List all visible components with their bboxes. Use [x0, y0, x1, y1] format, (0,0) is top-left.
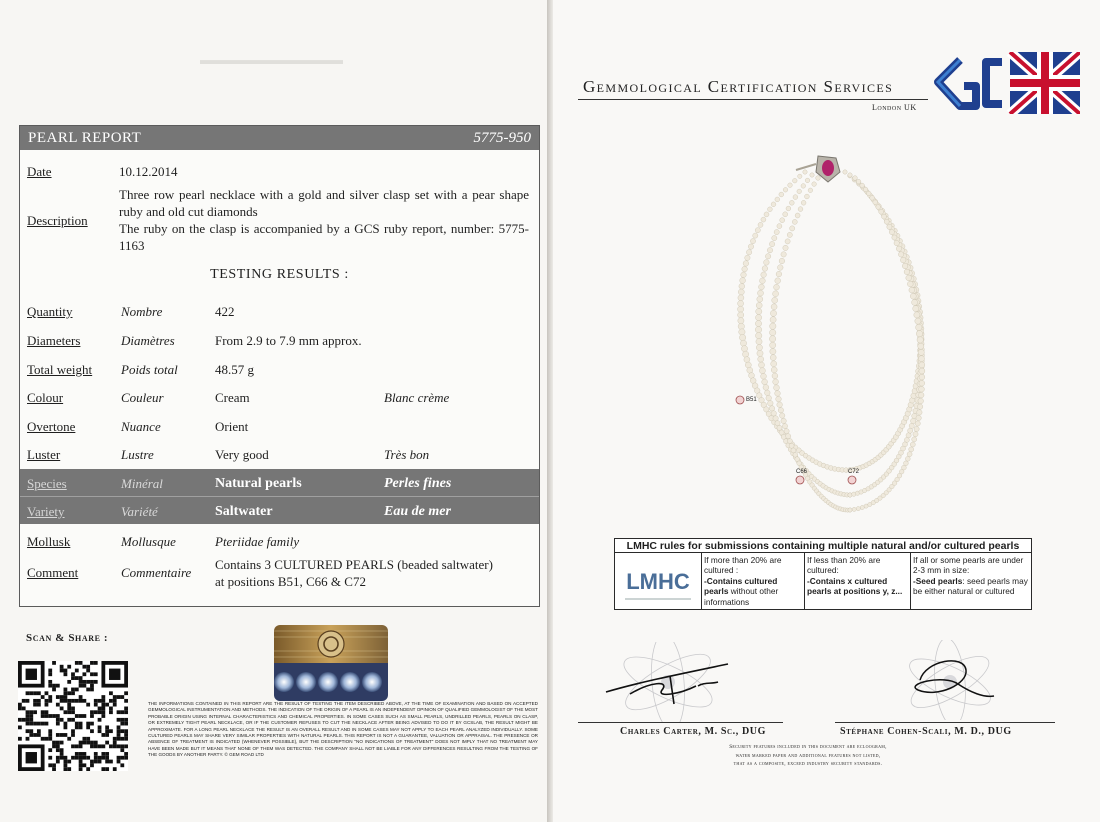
pearl [919, 386, 925, 392]
pearl [771, 361, 777, 367]
species-value: Natural pearls [215, 476, 302, 491]
pearl [848, 173, 852, 177]
pearl [775, 391, 781, 397]
pearl [781, 418, 786, 423]
lmhc-c2-b2: pearls at positions y, z... [807, 586, 903, 597]
comment-value [215, 556, 493, 590]
pearl [894, 240, 899, 245]
pearl [746, 250, 751, 255]
lmhc-c2-l2: cultured: [807, 565, 839, 576]
result-value: Cream [215, 390, 250, 405]
pearl [776, 396, 782, 402]
pearl [739, 329, 745, 335]
description-value [119, 186, 529, 254]
pearl [773, 416, 778, 421]
pearl [745, 255, 750, 260]
mollusk-fr: Mollusque [121, 534, 176, 549]
lmhc-logo-text: LMHC [626, 569, 690, 594]
brand-rule [578, 99, 928, 100]
lmhc-title: LMHC rules for submissions containing multiple natural and/or cultured pearls [615, 539, 1031, 553]
mollusk-label: Mollusk [27, 534, 71, 549]
pearl [753, 233, 758, 238]
pearl [803, 170, 807, 174]
hologram-seal [274, 625, 388, 701]
pearl [768, 207, 773, 212]
cultured-pearl-marker [796, 476, 804, 484]
pearl [767, 248, 772, 253]
pearl [792, 219, 797, 224]
pearl [758, 222, 763, 227]
pearl [919, 380, 925, 386]
pearl [785, 239, 790, 244]
result-fr-label: Diamètres [121, 333, 175, 348]
pearl [758, 290, 764, 296]
lmhc-c1-b1: -Contains cultured [704, 575, 778, 586]
pearl [801, 184, 806, 189]
pearl [812, 182, 817, 187]
pearl [918, 343, 924, 349]
left-signatory-name: Charles Carter, M. Sc., DUG [620, 726, 766, 737]
pearl [904, 461, 909, 466]
comment-fr: Commentaire [121, 565, 192, 580]
disclaimer-text: THE INFORMATIONS CONTAINED IN THIS REPORT ARE THE RESULT OF TESTING THE ITEM DESCRIBED ABOVE, AT THE TIME OF EXAMINATION AND BASED ON ACCEPTED GEMMOLOGICAL INSTRUMENTATION AND METHODS. THE INDICATION OF THE ORIGIN OF A PEARL IS AN INDEPENDENT OPINION OF QUALIFIED GEMMOLOGIST OF THE MOST PROBABLE ORIGIN USING INTERNAL CHARACTERISTICS AND CHEMICAL PROPERTIES. IN SOME CASES SUCH AS SMALL PEARLS, UNDRILLED PEARLS, PEARLS ON CLASP, OR EXTREMELY TIGHT PEARL NECKLACE, OR IF THE CUSTOMER REFUSES TO CUT THE NECKLACE AFTER BEING ADVISED TO DO IT BY GCSLAB, THE RESULT MIGHT BE APPROXIMATE. FOR A LONG PEARL NECKLACE THE RESULT IS AN OVERALL RESULT AND IN SOME CASES MAY NOT APPLY TO EACH PEARL ANALYZED INDIVIDUALLY. SOME CULTURED PEARLS MAY SHARE VERY SIMILAR PROPERTIES WITH NATURAL PEARLS. THIS REPORT IS NOT A GUARANTEE, VALUATION OR APPRAISAL. THE PRESENCE OR ABSENCE OF TREATMENT IS INDICATED (WHENEVER POSSIBLE), BUT THE DESCRIPTION "NO INDICATIONS OF TREATMENT" DOES NOT IMPLY THAT NO TREATMENT MAY HAVE BEEN MADE BUT IT MEANS THAT NONE OF THEM WAS DETECTED. THE COMPANY SHALL NOT BE LIABLE FOR ANY DIFFERENCES RESULTING FROM THE TESTING OF THE GOODS BY ANOTHER PARTY. © GEM ROAD LTD [148, 701, 538, 758]
lmhc-rules-box [614, 538, 1032, 610]
pearl [908, 428, 913, 433]
variety-value: Saltwater [215, 504, 273, 519]
pearl [919, 356, 925, 362]
pearl [913, 432, 918, 437]
pearl [780, 413, 785, 418]
result-fr-label: Couleur [121, 390, 164, 405]
pearl [783, 245, 788, 250]
pearl [775, 421, 780, 426]
pearl [912, 299, 918, 305]
left-signature-rule [578, 722, 783, 723]
pearl [770, 310, 776, 316]
pearl [776, 271, 782, 277]
pearl [762, 379, 768, 385]
lmhc-col-under-20 [804, 555, 910, 597]
pearl [761, 272, 767, 278]
result-fr-label: Nuance [121, 419, 161, 434]
pearl [900, 257, 906, 263]
brand-name: Gemmological Certification Services [583, 77, 894, 96]
pearl-necklace-photo [700, 150, 960, 515]
pearl [805, 178, 810, 183]
pearl [856, 507, 860, 511]
pearl [738, 295, 744, 301]
pearl [786, 434, 791, 439]
pearl [761, 373, 767, 379]
pearl [741, 346, 747, 352]
pearl [770, 348, 776, 354]
pearl [755, 321, 761, 327]
pearl [744, 357, 750, 363]
pearl [793, 178, 798, 183]
pearl [914, 426, 919, 431]
pearl [784, 429, 789, 434]
pearl [913, 306, 919, 312]
pearl [778, 265, 784, 271]
pearl [772, 236, 777, 241]
brand-location: London UK [872, 103, 917, 112]
comment-line-1: Contains 3 CULTURED PEARLS (beaded saltwater) [215, 557, 493, 572]
result-fr-label: Nombre [121, 304, 163, 319]
pearl [738, 318, 744, 324]
pearl [916, 324, 922, 330]
right-signature-rule [835, 722, 1055, 723]
pearl [768, 401, 774, 407]
pearl [904, 437, 909, 442]
pearl [915, 421, 920, 426]
lmhc-c1-tail: without other [728, 586, 779, 597]
pearl [867, 191, 872, 196]
pearl [740, 278, 746, 284]
pearl [791, 448, 796, 453]
pearl [770, 323, 776, 329]
report-number: 5775-950 [473, 129, 531, 146]
lmhc-c2-b1: -Contains x cultured [807, 575, 888, 586]
pearl [782, 424, 787, 429]
pearl [770, 355, 776, 361]
pearl [912, 437, 917, 442]
comment-line-2: at positions B51, C66 & C72 [215, 574, 366, 589]
pearl [750, 239, 755, 244]
pearl [770, 342, 776, 348]
pearl [884, 219, 889, 224]
pearl [902, 465, 907, 470]
pearl [909, 423, 914, 428]
pearl [757, 350, 763, 356]
pearl [798, 207, 803, 212]
pearl [747, 367, 753, 373]
pearl [779, 258, 785, 264]
result-fr-label: Lustre [121, 447, 154, 462]
pearl [801, 200, 806, 205]
pearl [873, 200, 878, 205]
result-label: Overtone [27, 419, 76, 434]
pearl [909, 287, 915, 293]
cultured-pearl-marker [848, 476, 856, 484]
cultured-pearl-label: B51 [746, 397, 757, 403]
description-row [20, 186, 539, 256]
pearl [743, 261, 749, 267]
pearl [755, 228, 760, 233]
pearl [902, 263, 908, 269]
result-label: Total weight [27, 362, 93, 377]
pearl [738, 289, 744, 295]
pearl [915, 318, 921, 324]
pearl [765, 254, 770, 259]
pearl [795, 213, 800, 218]
result-fr-value: Très bon [384, 447, 430, 462]
pearl [907, 452, 912, 457]
pearl [914, 312, 920, 318]
pearl [918, 349, 924, 355]
bleed-through-text: ▬▬▬▬▬▬▬▬▬▬▬ [200, 52, 343, 67]
pearl [876, 205, 881, 210]
pearl [919, 368, 925, 374]
pearl [917, 404, 922, 409]
gcs-flag-logo [930, 52, 1080, 114]
result-value: From 2.9 to 7.9 mm approx. [215, 333, 362, 348]
pearl [762, 266, 768, 272]
pearl [759, 284, 765, 290]
band-divider [20, 496, 539, 497]
pearl [777, 224, 782, 229]
lmhc-c3-b1: -Seed pearls [913, 575, 963, 586]
lmhc-c3-l2: 2-3 mm in size: [913, 565, 970, 576]
pearl [779, 192, 784, 197]
pearl [756, 315, 762, 321]
qr-code[interactable] [18, 661, 128, 771]
pearl [856, 179, 861, 184]
pearl [788, 183, 793, 188]
pearl [905, 456, 910, 461]
result-fr-label: Poids total [121, 362, 178, 377]
pearl [770, 329, 776, 335]
pearl [783, 188, 788, 193]
pearl [770, 317, 776, 323]
pearl [860, 183, 865, 188]
security-features-note [658, 743, 958, 769]
pearl [741, 272, 747, 278]
pearl [781, 252, 786, 257]
pearl [863, 187, 868, 192]
result-label: Quantity [27, 304, 73, 319]
date-value: 10.12.2014 [119, 164, 178, 179]
pearl [907, 281, 913, 287]
right-signatory-name: Stéphane Cohen-Scali, M. D., DUG [840, 726, 1012, 737]
lmhc-col-over-20 [701, 555, 803, 607]
lmhc-c1-l3: informations [704, 596, 750, 607]
pearl [917, 337, 923, 343]
pearl [808, 188, 813, 193]
pearl [756, 308, 762, 314]
lmhc-c3-tail: : seed pearls may [962, 575, 1028, 586]
pearl [917, 410, 922, 415]
pearl [916, 415, 921, 420]
pearl [769, 336, 775, 342]
pearl [848, 508, 852, 512]
pearl [738, 301, 744, 307]
pearl [816, 176, 821, 181]
comment-label: Comment [27, 565, 79, 580]
pearl [789, 443, 794, 448]
pearl [798, 174, 802, 178]
pearl [892, 235, 897, 240]
species-fr-value: Perles fines [384, 476, 452, 491]
pearl [810, 173, 814, 177]
report-header [20, 126, 539, 150]
clasp-bar [796, 164, 816, 170]
report-title: PEARL REPORT [28, 129, 142, 146]
pearl [766, 395, 772, 401]
lmhc-c3-l1: If all or some pearls are under [913, 555, 1024, 565]
scan-share-label: Scan & Share : [26, 632, 109, 644]
right-signature [890, 640, 1010, 720]
lmhc-c1-l2: cultured : [704, 565, 739, 576]
description-line: Three row pearl necklace with a gold and silver clasp set with a pear shape ruby and old cut diamonds [119, 187, 529, 219]
pearl [805, 194, 810, 199]
variety-label: Variety [27, 504, 65, 519]
variety-fr-value: Eau de mer [384, 504, 451, 519]
pearl [789, 200, 794, 205]
security-line-2: water marked paper and additional features not listed, [735, 752, 881, 759]
pearl [919, 374, 925, 380]
description-label: Description [27, 213, 88, 228]
cultured-pearl-label: C66 [796, 469, 808, 475]
description-line: The ruby on the clasp is accompanied by a GCS ruby report, number: 5775-1163 [119, 221, 529, 253]
result-label: Luster [27, 447, 61, 462]
lmhc-c3-l3: be either natural or cultured [913, 586, 1015, 597]
pearl [756, 339, 762, 345]
pearl [773, 291, 779, 297]
species-fr: Minéral [121, 476, 163, 491]
pearl [742, 266, 748, 272]
pearl [790, 226, 795, 231]
pearl [778, 408, 783, 413]
pearl [909, 447, 914, 452]
pearl [764, 212, 769, 217]
security-line-1: Security features included in this document are ecloogram, [729, 744, 887, 750]
pearl [771, 202, 776, 207]
pearl [787, 232, 792, 237]
result-value: Orient [215, 419, 249, 434]
pearl [763, 385, 769, 391]
pearl [775, 278, 781, 284]
result-value: Very good [215, 447, 269, 462]
pearl [919, 362, 925, 368]
pearl [910, 293, 916, 299]
pearl-report-table [19, 125, 540, 607]
pearl [758, 356, 764, 362]
pearl [764, 260, 770, 266]
security-line-3: that as a composite, exceed industry security standards. [733, 761, 883, 767]
pearl [756, 333, 762, 339]
pearl [774, 230, 779, 235]
pearl [853, 176, 858, 181]
pearl [797, 189, 802, 194]
result-value: 48.57 g [215, 362, 254, 377]
pearl [771, 304, 777, 310]
pearl [783, 212, 788, 217]
result-label: Diameters [27, 333, 81, 348]
pearl [787, 439, 792, 444]
pearl [743, 351, 749, 357]
pearl [793, 195, 798, 200]
pearl [760, 278, 766, 284]
cultured-pearl-label: C72 [848, 469, 860, 475]
variety-fr: Variété [121, 504, 158, 519]
pearl [745, 362, 751, 368]
species-variety-band [20, 469, 539, 524]
pearl [918, 392, 924, 398]
pearl [757, 296, 763, 302]
pearl [769, 406, 774, 411]
pearl [772, 373, 778, 379]
lmhc-col-seed [910, 555, 1032, 597]
pearl [780, 218, 785, 223]
pearl [738, 306, 744, 312]
pearl [774, 385, 780, 391]
pearl [889, 230, 894, 235]
pearl [739, 283, 745, 289]
pearl [904, 269, 910, 275]
pearl [769, 241, 774, 246]
pearl [786, 206, 791, 211]
pearl [759, 368, 765, 374]
pearl [759, 362, 765, 368]
pearl [870, 195, 875, 200]
pearl [793, 452, 798, 457]
species-label: Species [27, 476, 67, 491]
pearl [775, 197, 780, 202]
pearl [773, 379, 779, 385]
pearl [852, 507, 856, 511]
left-signature [600, 642, 740, 722]
logo-text: GCS [970, 90, 973, 91]
lmhc-c1-l1: If more than 20% are [704, 555, 782, 565]
lmhc-c1-b2: pearls [704, 586, 729, 597]
pearl [910, 442, 915, 447]
pearl [772, 297, 778, 303]
pearl [771, 367, 777, 373]
pearl [896, 246, 901, 251]
result-fr-value: Blanc crème [384, 390, 450, 405]
pearl [740, 340, 746, 346]
pearl [748, 244, 753, 249]
pearl [916, 331, 922, 337]
result-label: Colour [27, 390, 64, 405]
comment-row [20, 556, 539, 596]
pearl [765, 390, 771, 396]
pearl [879, 209, 884, 214]
pearl [882, 214, 887, 219]
lmhc-c2-l1: If less than 20% are [807, 555, 881, 565]
cultured-pearl-marker [736, 396, 744, 404]
lmhc-logo [617, 555, 699, 609]
pearl [761, 217, 766, 222]
pearl [738, 323, 744, 329]
pearl [860, 505, 864, 509]
pearl [898, 252, 903, 257]
pearl [739, 334, 745, 340]
pearl [756, 302, 762, 308]
testing-results-heading: TESTING RESULTS : [210, 267, 349, 282]
pearl [777, 402, 783, 408]
pearl [887, 224, 892, 229]
pearl [774, 284, 780, 290]
pearl [771, 411, 776, 416]
result-value: 422 [215, 304, 235, 319]
pearl [918, 398, 924, 404]
pearl [755, 327, 761, 333]
pearl [843, 170, 847, 174]
date-label: Date [27, 164, 52, 179]
mollusk-value: Pteriidae family [215, 534, 300, 549]
pearl [906, 275, 912, 281]
pearl [738, 312, 744, 318]
pearl [756, 345, 762, 351]
